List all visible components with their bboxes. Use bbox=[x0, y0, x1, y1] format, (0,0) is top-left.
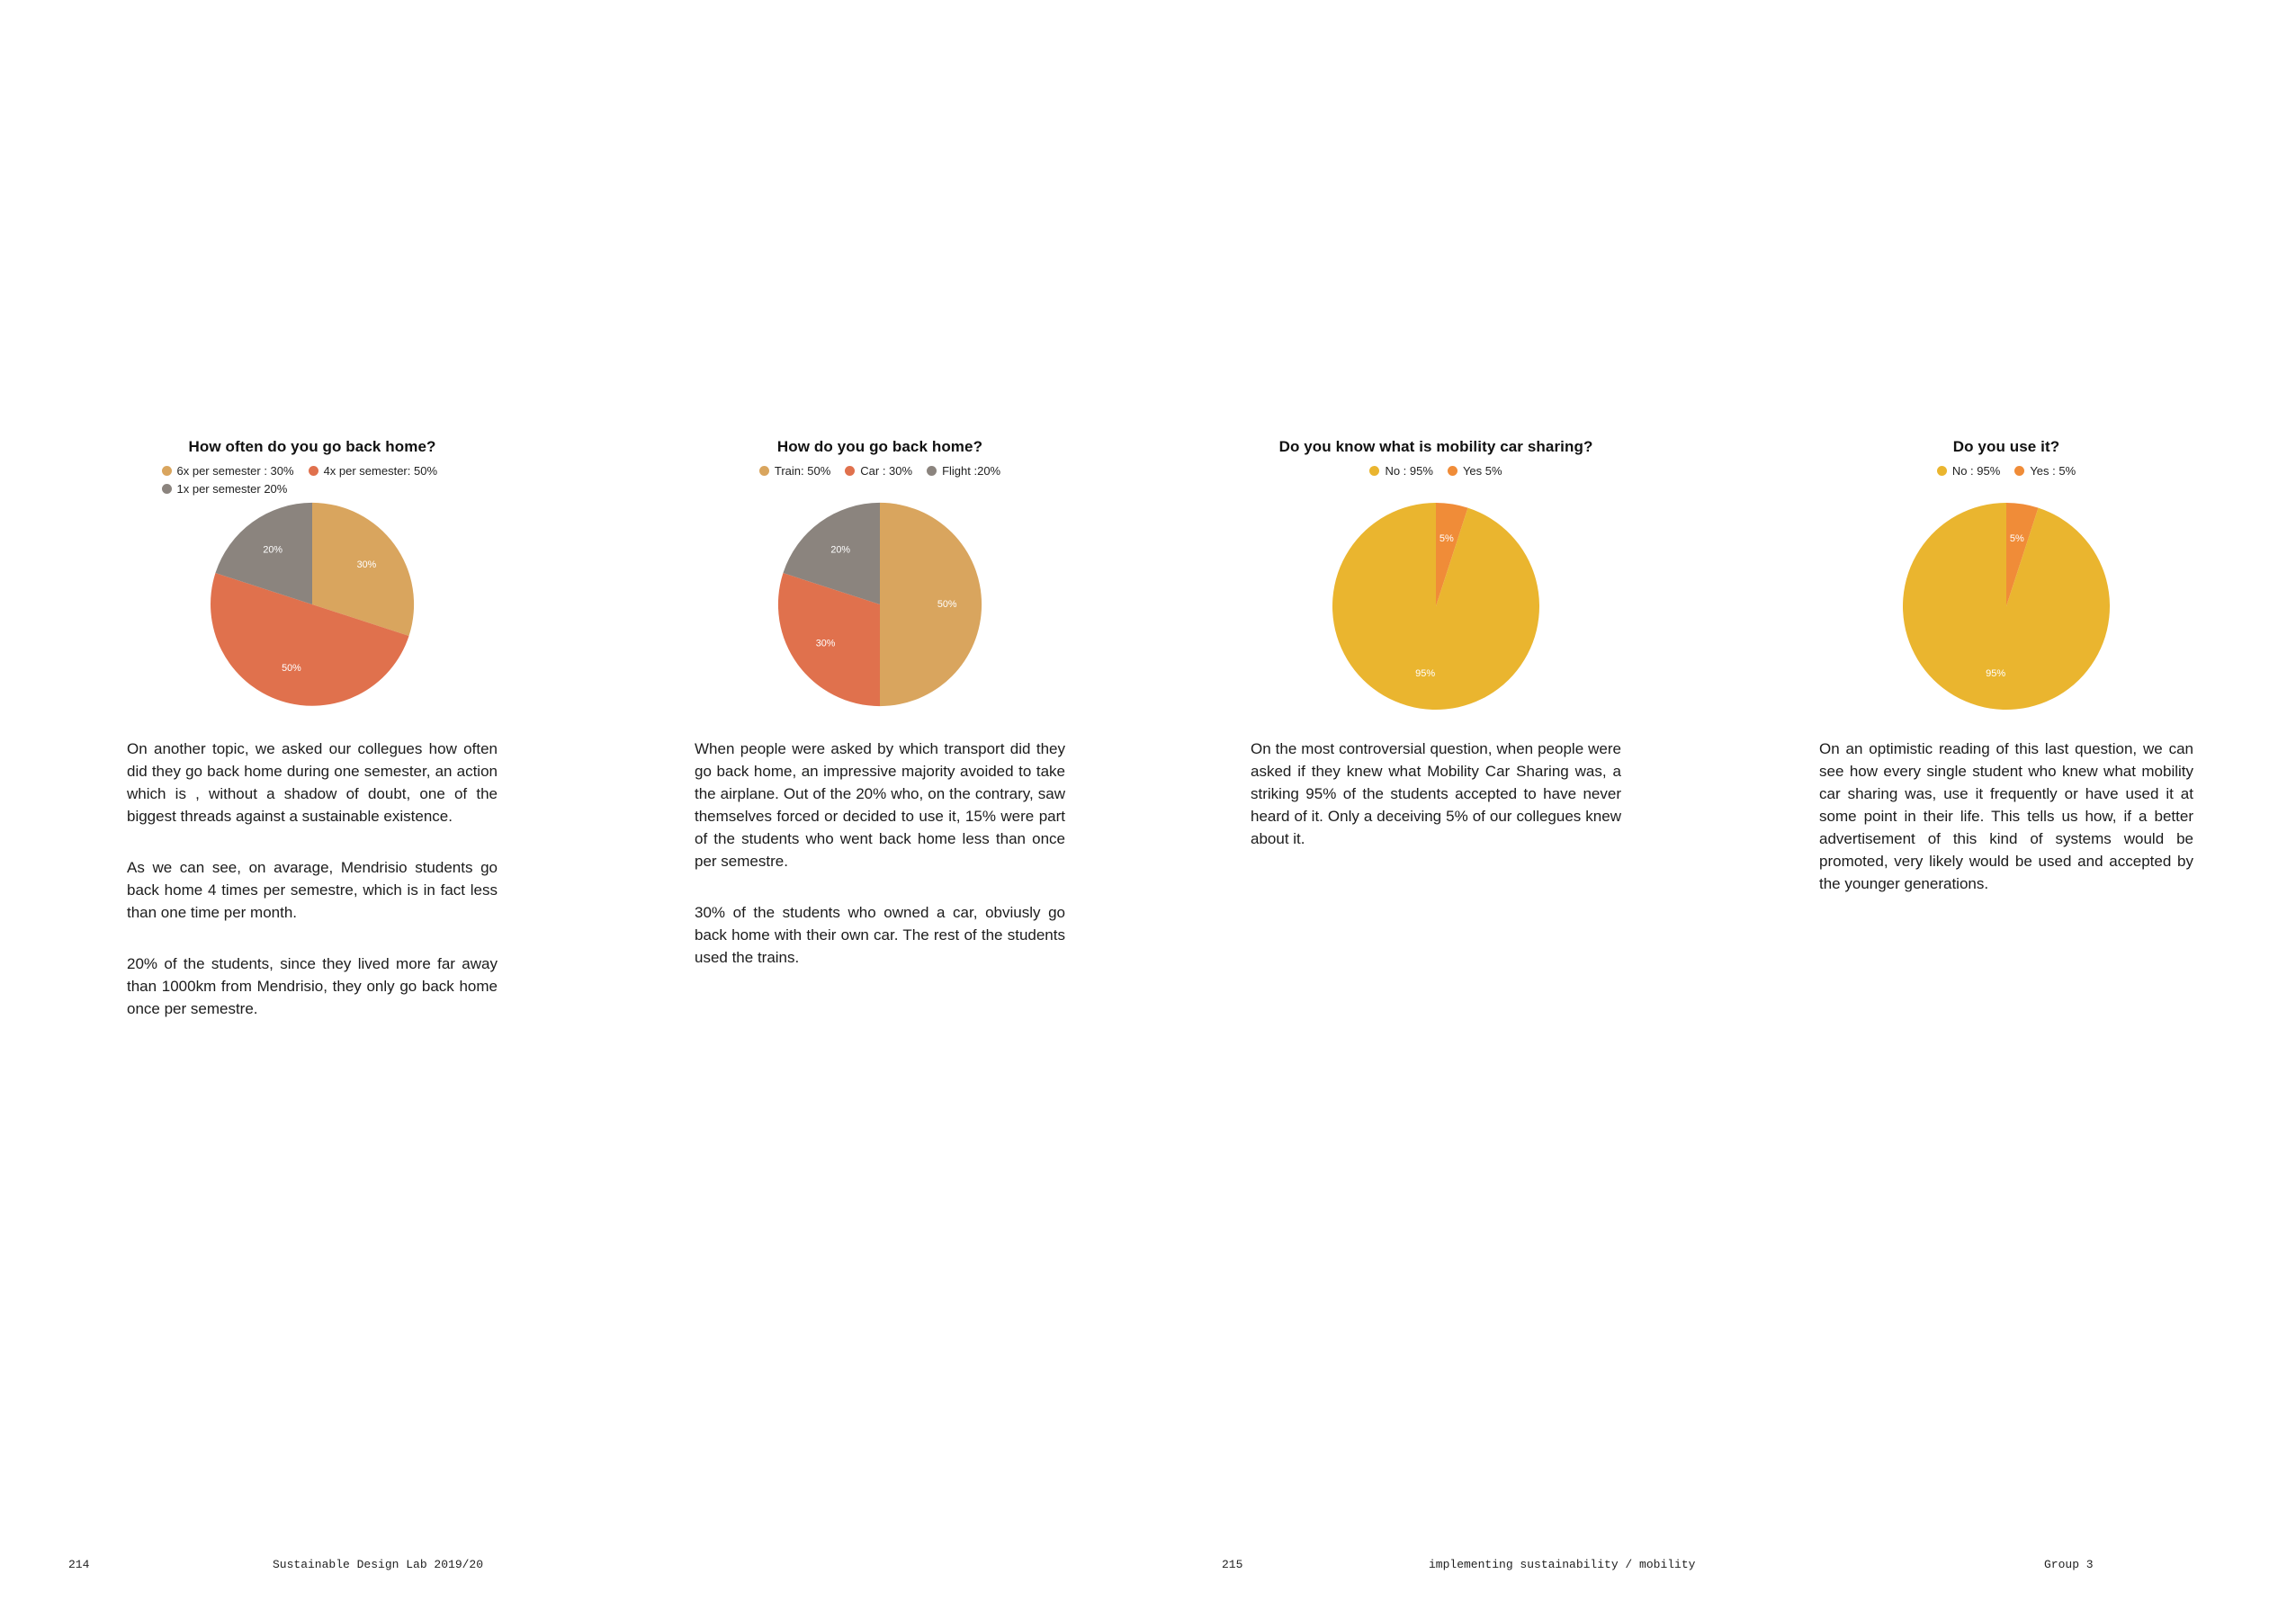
paragraph: On another topic, we asked our collegues how often did they go back home during one semester, an action which is , without a shadow of doubt, one of the biggest threads against a sustainable existence. bbox=[127, 740, 498, 825]
legend-item bbox=[162, 464, 294, 478]
legend-label: Yes : 5% bbox=[2030, 464, 2076, 478]
pie-chart-how-often bbox=[206, 498, 418, 711]
column-how-often bbox=[127, 438, 498, 1020]
text-block bbox=[127, 738, 498, 1020]
text-block bbox=[1251, 738, 1621, 850]
pie-chart-block-how-go-back bbox=[695, 438, 1065, 738]
legend-item bbox=[1448, 464, 1502, 478]
chart-title: How often do you go back home? bbox=[188, 438, 436, 455]
legend-swatch-icon bbox=[1369, 466, 1379, 476]
chart-legend bbox=[695, 464, 1065, 478]
legend-label: No : 95% bbox=[1951, 464, 2001, 478]
pie-slice-label: 50% bbox=[937, 598, 957, 610]
pie-chart-know-car-sharing bbox=[1328, 498, 1544, 714]
legend-swatch-icon bbox=[162, 484, 172, 494]
column-do-you-use-it bbox=[1819, 438, 2193, 895]
chart-legend bbox=[1819, 464, 2193, 478]
paragraph: 30% of the students who owned a car, obviusly go back home with their own car. The rest of the students used the trains. bbox=[695, 904, 1065, 966]
legend-item bbox=[309, 464, 437, 478]
legend-swatch-icon bbox=[927, 466, 937, 476]
pie-slice-label: 95% bbox=[1415, 667, 1436, 679]
paragraph: When people were asked by which transport did they go back home, an impressive majority avoided to take the airplane. Out of the 20% who, on the contrary, saw themselves forced or decided to use it, 15% were part of the students who went back home less than once per semestre. bbox=[695, 740, 1065, 870]
left-footer-label: Sustainable Design Lab 2019/20 bbox=[273, 1558, 484, 1571]
pie-slice-label: 95% bbox=[1986, 667, 2006, 679]
left-page-number: 214 bbox=[68, 1558, 90, 1571]
paragraph: On the most controversial question, when people were asked if they knew what Mobility Car Sharing was, a striking 95% of the students accepted to have never heard of it. Only a deceiving 5% of our collegues knew about it. bbox=[1251, 740, 1621, 847]
legend-swatch-icon bbox=[162, 466, 172, 476]
legend-label: Flight :20% bbox=[942, 464, 1001, 478]
pie-slice-label: 30% bbox=[356, 559, 377, 570]
legend-swatch-icon bbox=[1448, 466, 1457, 476]
legend-label: Train: 50% bbox=[774, 464, 831, 478]
legend-label: No : 95% bbox=[1385, 464, 1433, 478]
pie-slice-label: 20% bbox=[263, 544, 283, 556]
legend-swatch-icon bbox=[845, 466, 855, 476]
pie-chart-block-do-you-use-it bbox=[1819, 438, 2193, 738]
paragraph: On an optimistic reading of this last question, we can see how every single student who knew what mobility car sharing was, use it frequently or have used it at some point in their life. This tells us how, if a better advertisement of this kind of systems would be promoted, very likely would be used and accepted by the younger generations. bbox=[1819, 740, 2193, 892]
pie-slice-label: 30% bbox=[815, 638, 836, 649]
right-page-number: 215 bbox=[1222, 1558, 1243, 1571]
pie-chart-do-you-use-it bbox=[1898, 498, 2114, 714]
legend-label: 1x per semester 20% bbox=[176, 482, 288, 496]
pie-chart-block-how-often bbox=[127, 438, 498, 738]
legend-item bbox=[162, 482, 288, 496]
pie-slice-label: 5% bbox=[1439, 532, 1454, 544]
chart-title: How do you go back home? bbox=[776, 438, 983, 455]
legend-item bbox=[927, 464, 1000, 478]
pie-slice-label: 5% bbox=[2009, 532, 2024, 544]
legend-item bbox=[1937, 464, 2000, 478]
column-know-car-sharing bbox=[1251, 438, 1621, 850]
legend-swatch-icon bbox=[309, 466, 318, 476]
pie-chart-block-know-car-sharing bbox=[1251, 438, 1621, 738]
pie-slice bbox=[880, 503, 982, 706]
right-footer-label: implementing sustainability / mobility bbox=[1429, 1558, 1696, 1571]
text-block bbox=[695, 738, 1065, 969]
legend-label: Yes 5% bbox=[1462, 464, 1502, 478]
legend-item bbox=[845, 464, 912, 478]
legend-label: Car : 30% bbox=[860, 464, 913, 478]
legend-label: 4x per semester: 50% bbox=[323, 464, 438, 478]
chart-legend bbox=[162, 464, 463, 496]
legend-swatch-icon bbox=[1937, 466, 1947, 476]
legend-swatch-icon bbox=[759, 466, 769, 476]
pie-slice-label: 50% bbox=[282, 662, 301, 674]
legend-item bbox=[759, 464, 830, 478]
paragraph: 20% of the students, since they lived more far away than 1000km from Mendrisio, they only go back home once per semestre. bbox=[127, 955, 498, 1017]
legend-label: 6x per semester : 30% bbox=[176, 464, 294, 478]
legend-item bbox=[2014, 464, 2076, 478]
text-block bbox=[1819, 738, 2193, 895]
pie-slice-label: 20% bbox=[830, 544, 850, 556]
chart-legend bbox=[1251, 464, 1621, 478]
legend-swatch-icon bbox=[2014, 466, 2024, 476]
legend-item bbox=[1369, 464, 1432, 478]
group-label: Group 3 bbox=[2044, 1558, 2094, 1571]
paragraph: As we can see, on avarage, Mendrisio students go back home 4 times per semestre, which is in fact less than one time per month. bbox=[127, 859, 498, 921]
chart-title: Do you use it? bbox=[1952, 438, 2060, 455]
pie-slice bbox=[1332, 503, 1539, 710]
pie-chart-how-go-back bbox=[774, 498, 986, 711]
column-how-go-back bbox=[695, 438, 1065, 969]
chart-title: Do you know what is mobility car sharing? bbox=[1278, 438, 1593, 455]
pie-slice bbox=[1903, 503, 2110, 710]
